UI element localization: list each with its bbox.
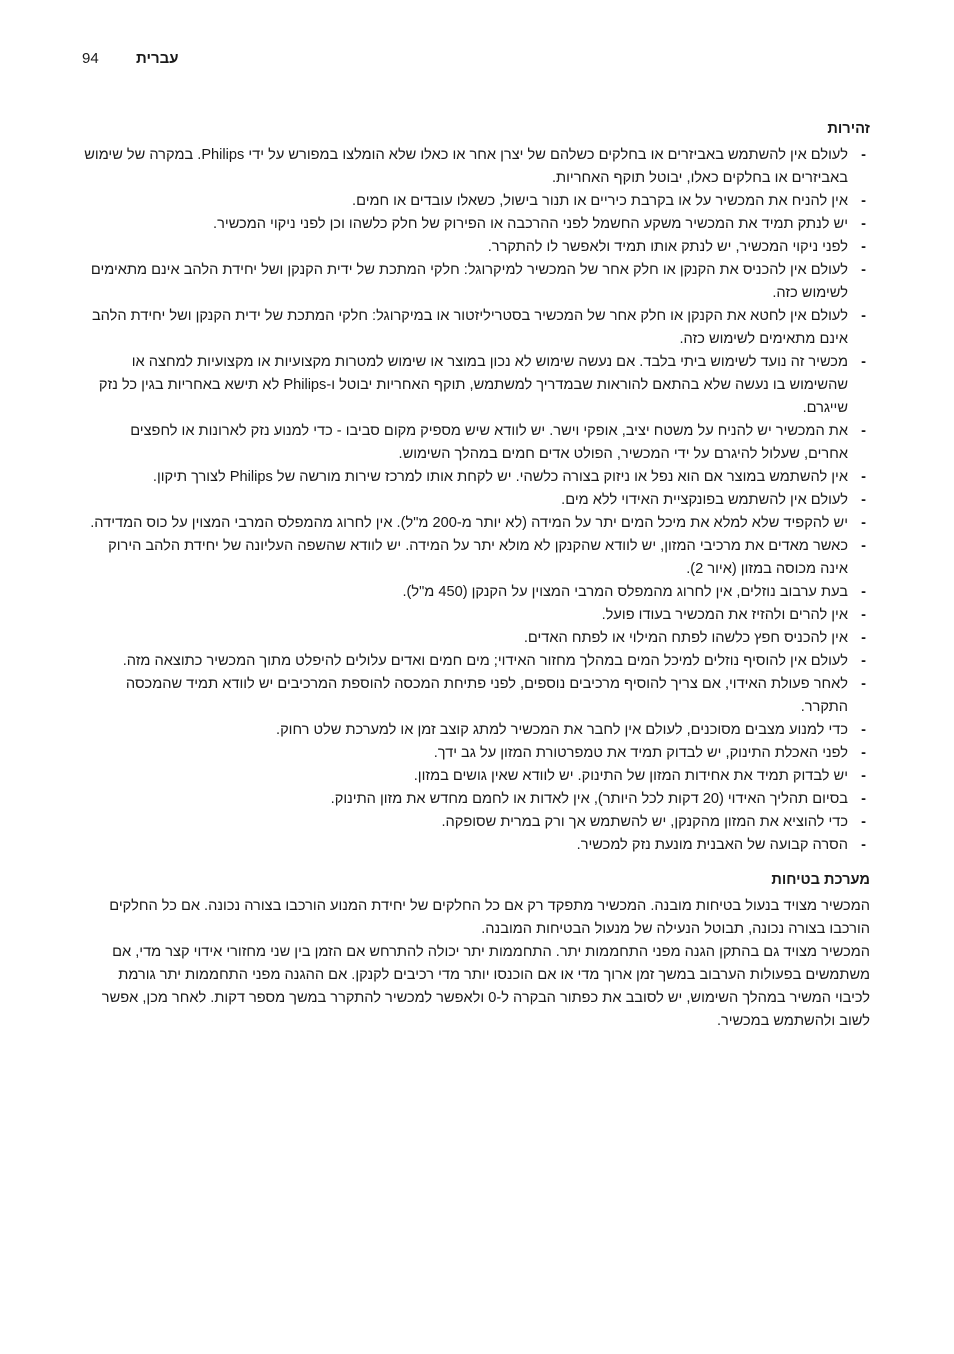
list-item: - יש להקפיד שלא למלא את מיכל המים יתר על המידה (לא יותר מ-200 מ"ל). אין לחרוג מהמפלס המרבי המצוין על כוס המדידה. [84, 512, 870, 535]
list-item: - כדי למנוע מצבים מסוכנים, לעולם אין לחבר את המכשיר למתג קוצב זמן או למערכת שלט רחוק. [84, 719, 870, 742]
list-item: - את המכשיר יש להניח על משטח יציב, אופקי וישר. יש לוודא שיש מספיק מקום סביבו - כדי למנוע נזק לארונות או לחפצים אחרים, שעלול להיגרם על ידי המכשיר, הפולט אדים חמים במהלך השימוש. [84, 420, 870, 466]
list-item: - אין להכניס חפץ כלשהו לפתח המילוי או לפתח האדים. [84, 627, 870, 650]
list-item: - יש לבדוק תמיד את אחידות המזון של התינוק. יש לוודא שאין גושים במזון. [84, 765, 870, 788]
list-item: - אין להניח את המכשיר על או בקרבת כיריים או תנור בישול, כשאלו עובדים או חמים. [84, 190, 870, 213]
list-item: - יש לנתק תמיד את המכשיר משקע החשמל לפני ההרכבה או הפירוק של חלק כלשהו וכן לפני ניקוי המכשיר. [84, 213, 870, 236]
list-item: - מכשיר זה נועד לשימוש ביתי בלבד. אם נעשה שימוש לא נכון במוצר או שימוש למטרות מקצועיות או מקצועיות למחצה או שהשימוש בו נעשה שלא בהתאם להוראות שבמדריך למשתמש, תוקף האחריות יבוטל ו-Philips לא תישא באחריות בגין כל נזק שייגרם. [84, 351, 870, 420]
safety-section [84, 869, 870, 1033]
list-item: - בעת ערבוב נוזלים, אין לחרוג מהמפלס המרבי המצוין על הקנקן (450 מ"ל). [84, 581, 870, 604]
list-item: - לפני האכלת התינוק, יש לבדוק תמיד את טמפרטורת המזון על גב ידך. [84, 742, 870, 765]
list-item: - כדי להוציא את המזון מהקנקן, יש להשתמש אך ורק במרית שסופקה. [84, 811, 870, 834]
list-item: - הסרה קבועה של האבנית מונעת נזק למכשיר. [84, 834, 870, 857]
list-item: - לעולם אין להכניס את הקנקן או חלק אחר של המכשיר למיקרוגל: חלקי המתכת של ידית הקנקן ושל יחידת הלהב אינם מתאימים לשימוש כזה. [84, 259, 870, 305]
warnings-title: זהירות [827, 121, 870, 137]
safety-paragraph: המכשיר מצויד גם בהתקן הגנה מפני התחממות יתר. התחממות יתר יכולה להתרחש אם הזמן בין שני מחזורי אידוי קצר מדי, אם משתמשים בפעולות הערבוב במשך זמן ארוך מדי או אם הוכנסו יותר מדי רכיבים לקנקן. אם ההגנה מפני התחממות יתר גורמת לכיבוי המשיר במהלך השימוש, יש לסובב את כפתור הבקרה ל-0 ולאפשר למכשיר להתקרר במשך מספר דקות. לאחר מכן, אפשר לשוב ולהשתמש במכשיר. [101, 944, 870, 1029]
list-item: - לעולם אין להוסיף נוזלים למיכל המים במהלך מחזור האידוי; מים חמים ואדים עלולים להיפלט מתוך המכשיר כתוצאה מזה. [84, 650, 870, 673]
page-header [82, 50, 192, 74]
list-item: - לאחר פעולת האידוי, אם צריך להוסיף מרכיבים נוספים, לפני פתיחת המכסה להוספת המרכיבים יש לוודא תמיד שהמכסה התקרר. [84, 673, 870, 719]
list-item: - לעולם אין להשתמש בפונקציית האידוי ללא מים. [84, 489, 870, 512]
list-item: - אין להרים ולהזיז את המכשיר בעודו פועל. [84, 604, 870, 627]
safety-title: מערכת בטיחות [771, 872, 870, 888]
list-item: - לעולם אין להשתמש באביזרים או בחלקים כשלהם של יצרן אחר או כאלו שלא הומלצו במפורש על ידי Philips. במקרה של שימוש באביזרים או בחלקים כאלו, יבוטל תוקף האחריות. [84, 144, 870, 190]
warnings-list [84, 144, 870, 857]
list-item: - בסיום תהליך האידוי (20 דקות לכל היותר), אין לאדות או לחמם מחדש את מזון התינוק. [84, 788, 870, 811]
language-label: עברית [136, 50, 179, 67]
list-item: - לפני ניקוי המכשיר, יש לנתק אותו תמיד ולאפשר לו להתקרר. [84, 236, 870, 259]
list-item: - לעולם אין לחטא את הקנקן או חלק אחר של המכשיר בסטריליזטור או במיקרוגל: חלקי המתכת של ידית הקנקן ושל יחידת הלהב אינם מתאימים לשימוש כזה. [84, 305, 870, 351]
manual-content [84, 118, 870, 1033]
list-item: - אין להשתמש במוצר אם הוא נפל או ניזוק בצורה כלשהי. יש לקחת אותו למרכז שירות מורשה של Philips לצורך תיקון. [84, 466, 870, 489]
safety-paragraph: המכשיר מצויד בנעול בטיחות מובנה. המכשיר מתפקד רק אם כל החלקים של יחידת המנוע הורכבו בצורה נכונה. אם כל החלקים הורכבו בצורה נכונה, תבוטל הנעילה של מנעול הבטיחות המובנה. [109, 898, 870, 937]
list-item: - כאשר מאדים את מרכיבי המזון, יש לוודא שהקנקן לא מולא יתר על המידה. יש לוודא שהשפה העליונה של יחידת הלהב הירוק אינה מכוסה במזון (איור 2). [84, 535, 870, 581]
page-number: 94 [82, 50, 99, 67]
